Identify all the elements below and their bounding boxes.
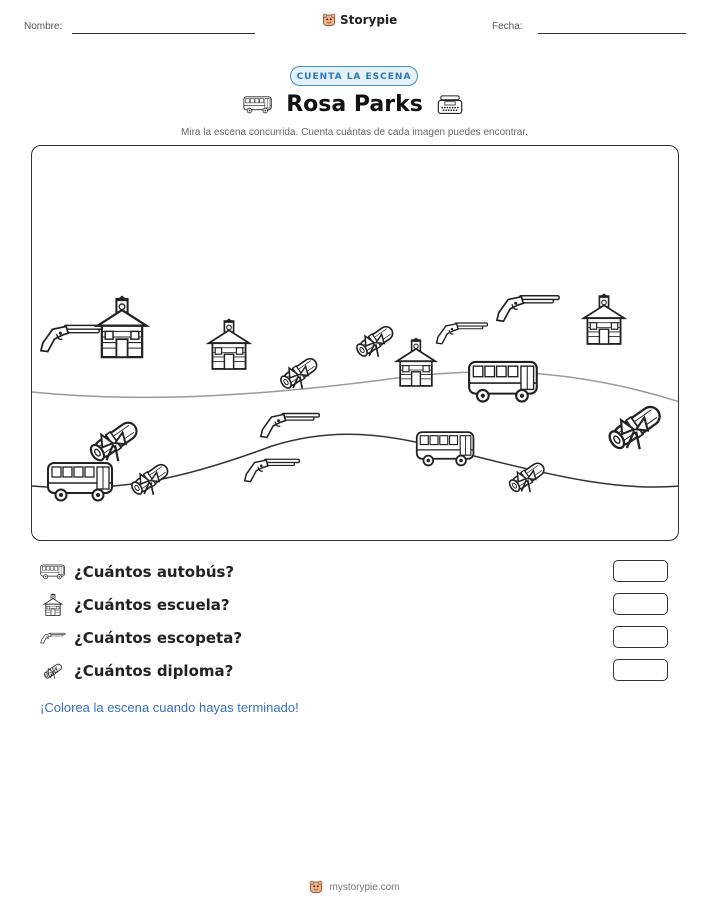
bus-icon — [469, 362, 537, 402]
question-school — [40, 592, 230, 618]
schoolhouse-icon — [97, 296, 146, 358]
bus-icon — [48, 463, 112, 501]
diploma-icon — [88, 418, 141, 463]
storypie-mascot-icon — [322, 13, 336, 27]
date-field[interactable] — [538, 33, 686, 34]
activity-badge: CUENTA LA ESCENA — [290, 66, 418, 86]
schoolhouse-icon — [209, 318, 249, 369]
shotgun-icon — [497, 296, 559, 321]
coloring-note: ¡Colorea la escena cuando hayas terminado! — [40, 700, 299, 715]
logo-text: Storypie — [340, 13, 398, 27]
bus-icon — [40, 560, 66, 584]
answer-box-shotgun[interactable] — [613, 626, 668, 648]
storypie-mascot-icon — [309, 880, 323, 894]
diploma-icon — [278, 355, 319, 390]
schoolhouse-icon — [397, 337, 436, 385]
typewriter-icon — [437, 93, 463, 117]
shotgun-icon — [437, 323, 488, 344]
question-diploma — [40, 658, 233, 684]
hill-line-front — [32, 434, 679, 488]
diploma-icon — [606, 402, 664, 451]
shotgun-icon — [261, 413, 319, 437]
footer-url[interactable]: mystorypie.com — [329, 881, 400, 893]
bus-icon — [417, 432, 474, 465]
page-title: Rosa Parks — [286, 92, 423, 117]
question-text: ¿Cuántos autobús? — [74, 563, 235, 581]
answer-box-school[interactable] — [613, 593, 668, 615]
instructions: Mira la escena concurrida. Cuenta cuántas de cada imagen puedes encontrar. — [181, 127, 528, 138]
diploma-icon — [40, 659, 66, 683]
name-field[interactable] — [72, 33, 255, 34]
diploma-icon — [354, 323, 395, 358]
name-label: Nombre: — [24, 21, 63, 32]
question-text: ¿Cuántos escuela? — [74, 596, 230, 614]
date-label: Fecha: — [492, 21, 523, 32]
shotgun-icon — [41, 325, 105, 351]
question-text: ¿Cuántos escopeta? — [74, 629, 243, 647]
storypie-logo — [322, 13, 397, 27]
hill-line-back — [32, 372, 679, 402]
answer-box-bus[interactable] — [613, 560, 668, 582]
shotgun-icon — [245, 459, 300, 481]
answer-box-diploma[interactable] — [613, 659, 668, 681]
footer — [0, 880, 709, 894]
question-bus — [40, 559, 234, 585]
question-shotgun — [40, 625, 242, 651]
shotgun-icon — [40, 626, 66, 650]
counting-scene[interactable] — [31, 145, 679, 541]
schoolhouse-icon — [40, 593, 66, 617]
schoolhouse-icon — [584, 293, 624, 344]
scene-drawing — [32, 146, 679, 541]
question-text: ¿Cuántos diploma? — [74, 662, 234, 680]
